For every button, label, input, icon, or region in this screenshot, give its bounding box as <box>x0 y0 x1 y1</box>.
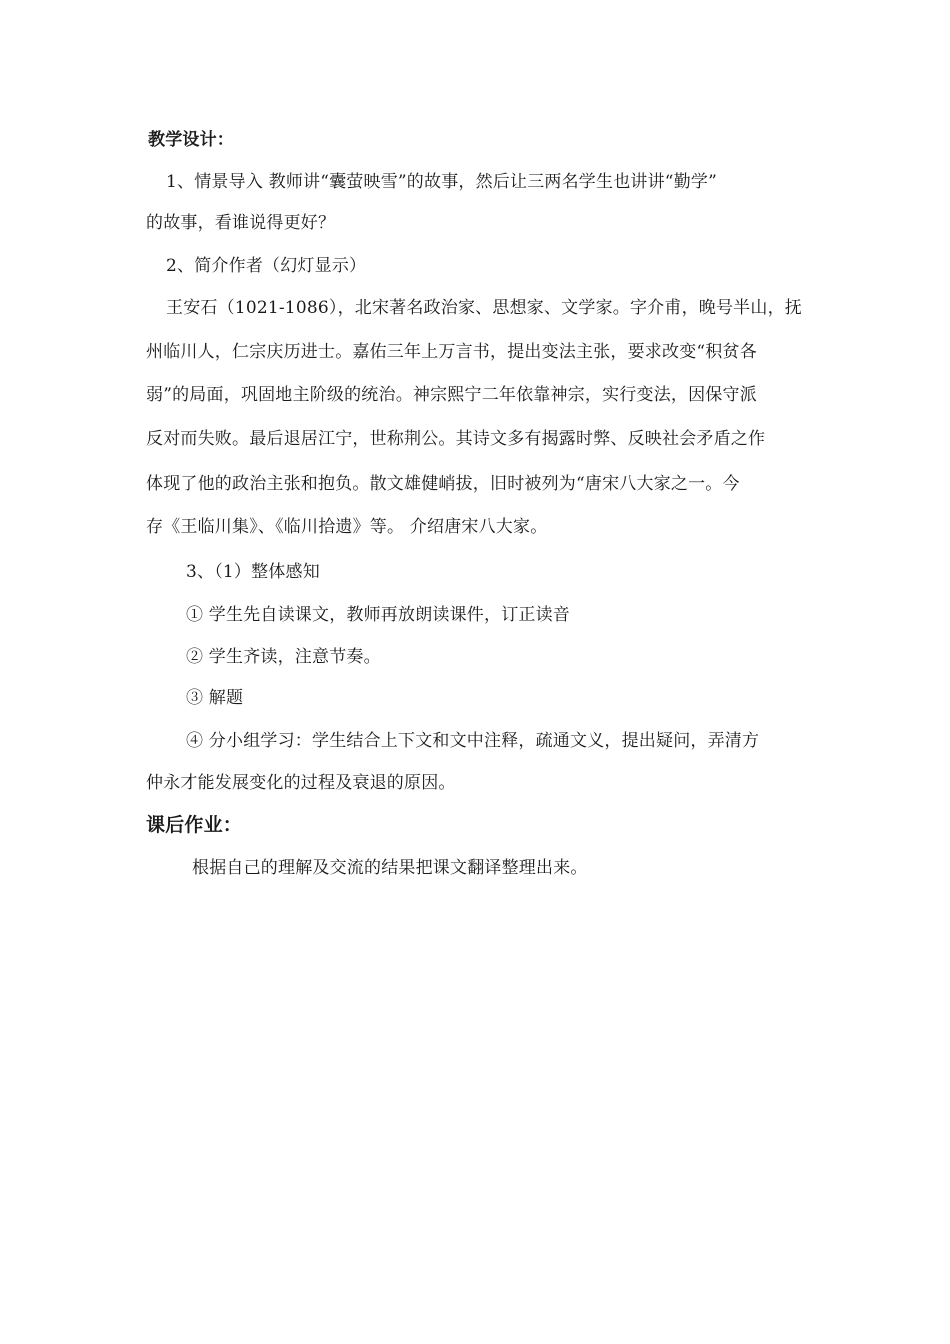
step3-item-2: ② 学生齐读，注意节奏。 <box>186 647 381 667</box>
author-bio-line: 弱”的局面，巩固地主阶级的统治。神宗熙宁二年依靠神宗，实行变法，因保守派 <box>146 385 757 405</box>
step3-item-4-line2: 仲永才能发展变化的过程及衰退的原因。 <box>146 773 456 793</box>
teaching-design-title: 教学设计： <box>148 130 234 150</box>
homework-title: 课后作业： <box>146 814 243 836</box>
step1-line1: 1、情景导入 教师讲“囊萤映雪”的故事，然后让三两名学生也讲讲“勤学” <box>166 172 717 192</box>
step3-item-4-line1: ④ 分小组学习：学生结合上下文和文中注释，疏通文义，提出疑问，弄清方 <box>186 731 760 751</box>
step3-heading: 3、（1）整体感知 <box>186 562 320 582</box>
step3-item-3: ③ 解题 <box>186 688 244 708</box>
step2-heading: 2、简介作者（幻灯显示） <box>166 256 367 276</box>
author-bio-line: 体现了他的政治主张和抱负。散文雄健峭拔，旧时被列为“唐宋八大家之一。今 <box>146 474 740 494</box>
author-bio-line: 王安石（1021-1086），北宋著名政治家、思想家、文学家。字介甫，晚号半山，抚 <box>166 298 802 318</box>
author-bio-line: 存《王临川集》、《临川拾遗》等。 介绍唐宋八大家。 <box>146 517 548 537</box>
step3-item-1: ① 学生先自读课文，教师再放朗读课件，订正读音 <box>186 605 571 625</box>
author-bio-line: 反对而失败。最后退居江宁，世称荆公。其诗文多有揭露时弊、反映社会矛盾之作 <box>146 429 766 449</box>
homework-content: 根据自己的理解及交流的结果把课文翻译整理出来。 <box>192 858 588 878</box>
step1-line2: 的故事，看谁说得更好？ <box>146 213 336 233</box>
author-bio-line: 州临川人，仁宗庆历进士。嘉佑三年上万言书，提出变法主张，要求改变“积贫各 <box>146 342 757 362</box>
